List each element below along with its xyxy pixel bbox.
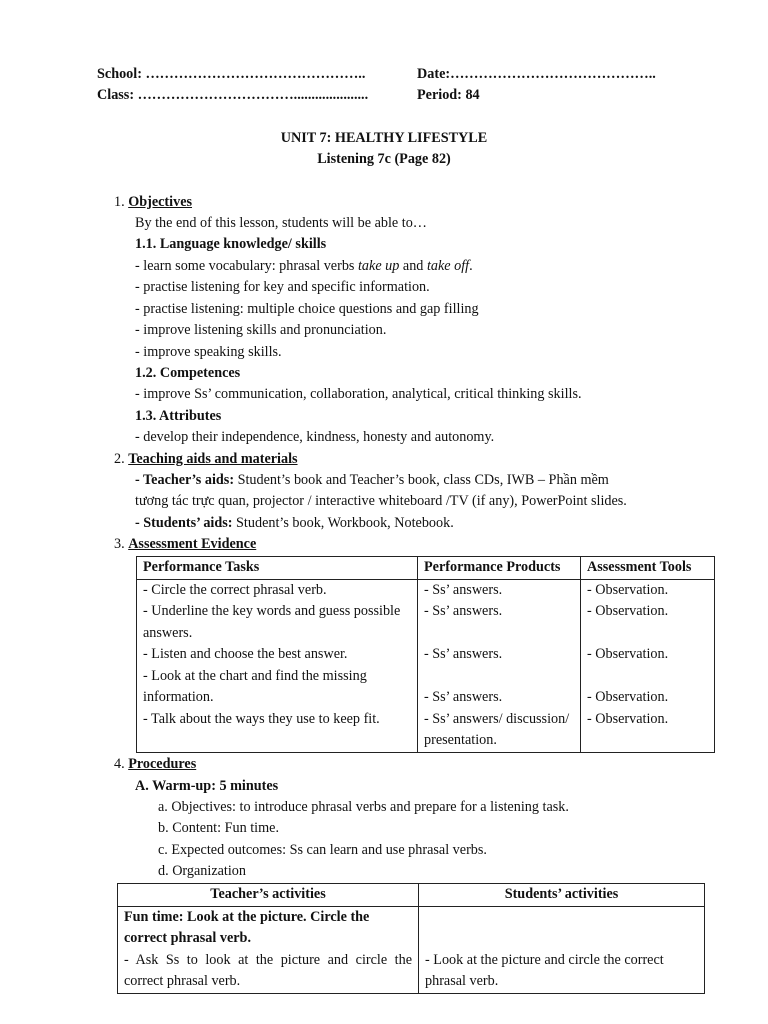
- attributes-heading: 1.3. Attributes: [135, 408, 222, 424]
- teacher-activity-text: - Ask Ss to look at the picture and circle the correct phrasal verb.: [124, 951, 412, 989]
- col-header: Performance Products: [418, 557, 581, 580]
- products-cell: - Ss’ answers. - Ss’ answers. - Ss’ answers. - Ss’ answers. - Ss’ answers/ discussion/ presentation.: [418, 579, 581, 752]
- vocab-item: - learn some vocabulary: phrasal verbs take up and take off.: [135, 258, 473, 274]
- col-header: Students’ activities: [419, 884, 705, 907]
- assessment-table: [136, 556, 715, 753]
- class-field: Class: …………………………….....................: [97, 87, 369, 103]
- activities-table: [117, 883, 705, 994]
- procedures-heading: 4. Procedures: [114, 756, 197, 772]
- teacher-aids-cont: tương tác trực quan, projector / interactive whiteboard /TV (if any), PowerPoint slides.: [135, 493, 627, 509]
- col-header: Assessment Tools: [581, 557, 715, 580]
- warmup-heading: A. Warm-up: 5 minutes: [135, 778, 279, 794]
- procedure-item: c. Expected outcomes: Ss can learn and use phrasal verbs.: [158, 842, 487, 858]
- unit-title: UNIT 7: HEALTHY LIFESTYLE: [280, 130, 488, 146]
- attributes-item: - develop their independence, kindness, honesty and autonomy.: [135, 429, 495, 445]
- lang-item: - practise listening for key and specific information.: [135, 279, 430, 295]
- students-activity-cell: - Look at the picture and circle the correct phrasal verb.: [419, 906, 705, 993]
- lang-item: - practise listening: multiple choice questions and gap filling: [135, 301, 479, 317]
- competences-heading: 1.2. Competences: [135, 365, 241, 381]
- period-field: Period: 84: [417, 87, 480, 103]
- competences-item: - improve Ss’ communication, collaboration, analytical, critical thinking skills.: [135, 386, 582, 402]
- objectives-heading: 1. Objectives: [114, 194, 193, 210]
- objectives-intro: By the end of this lesson, students will be able to…: [135, 215, 427, 231]
- teacher-aids: - Teacher’s aids: Student’s book and Teacher’s book, class CDs, IWB – Phần mềm: [135, 472, 609, 488]
- col-header: Teacher’s activities: [118, 884, 419, 907]
- language-heading: 1.1. Language knowledge/ skills: [135, 236, 327, 252]
- teacher-activity-title: Fun time: Look at the picture. Circle the correct phrasal verb.: [124, 908, 370, 946]
- student-aids: - Students’ aids: Student’s book, Workbook, Notebook.: [135, 515, 454, 531]
- procedure-item: d. Organization: [158, 863, 246, 879]
- procedure-item: b. Content: Fun time.: [158, 820, 279, 836]
- procedure-item: a. Objectives: to introduce phrasal verbs and prepare for a listening task.: [158, 799, 569, 815]
- tools-cell: - Observation. - Observation. - Observation. - Observation. - Observation.: [581, 579, 715, 752]
- lang-item: - improve listening skills and pronunciation.: [135, 322, 387, 338]
- teacher-activity-cell: [118, 906, 419, 993]
- date-field: Date:……………………………………..: [417, 66, 656, 82]
- aids-heading: 2. Teaching aids and materials: [114, 451, 298, 467]
- col-header: Performance Tasks: [137, 557, 418, 580]
- school-field: School: ………………………………………..: [97, 66, 366, 82]
- lesson-title: Listening 7c (Page 82): [317, 151, 451, 167]
- tasks-cell: - Circle the correct phrasal verb. - Underline the key words and guess possible answers. - Listen and choose the best answer. - Look at the chart and find the missing information. - Talk about the ways they use to keep fit.: [137, 579, 418, 752]
- lang-item: - improve speaking skills.: [135, 344, 282, 360]
- assessment-heading: 3. Assessment Evidence: [114, 536, 257, 552]
